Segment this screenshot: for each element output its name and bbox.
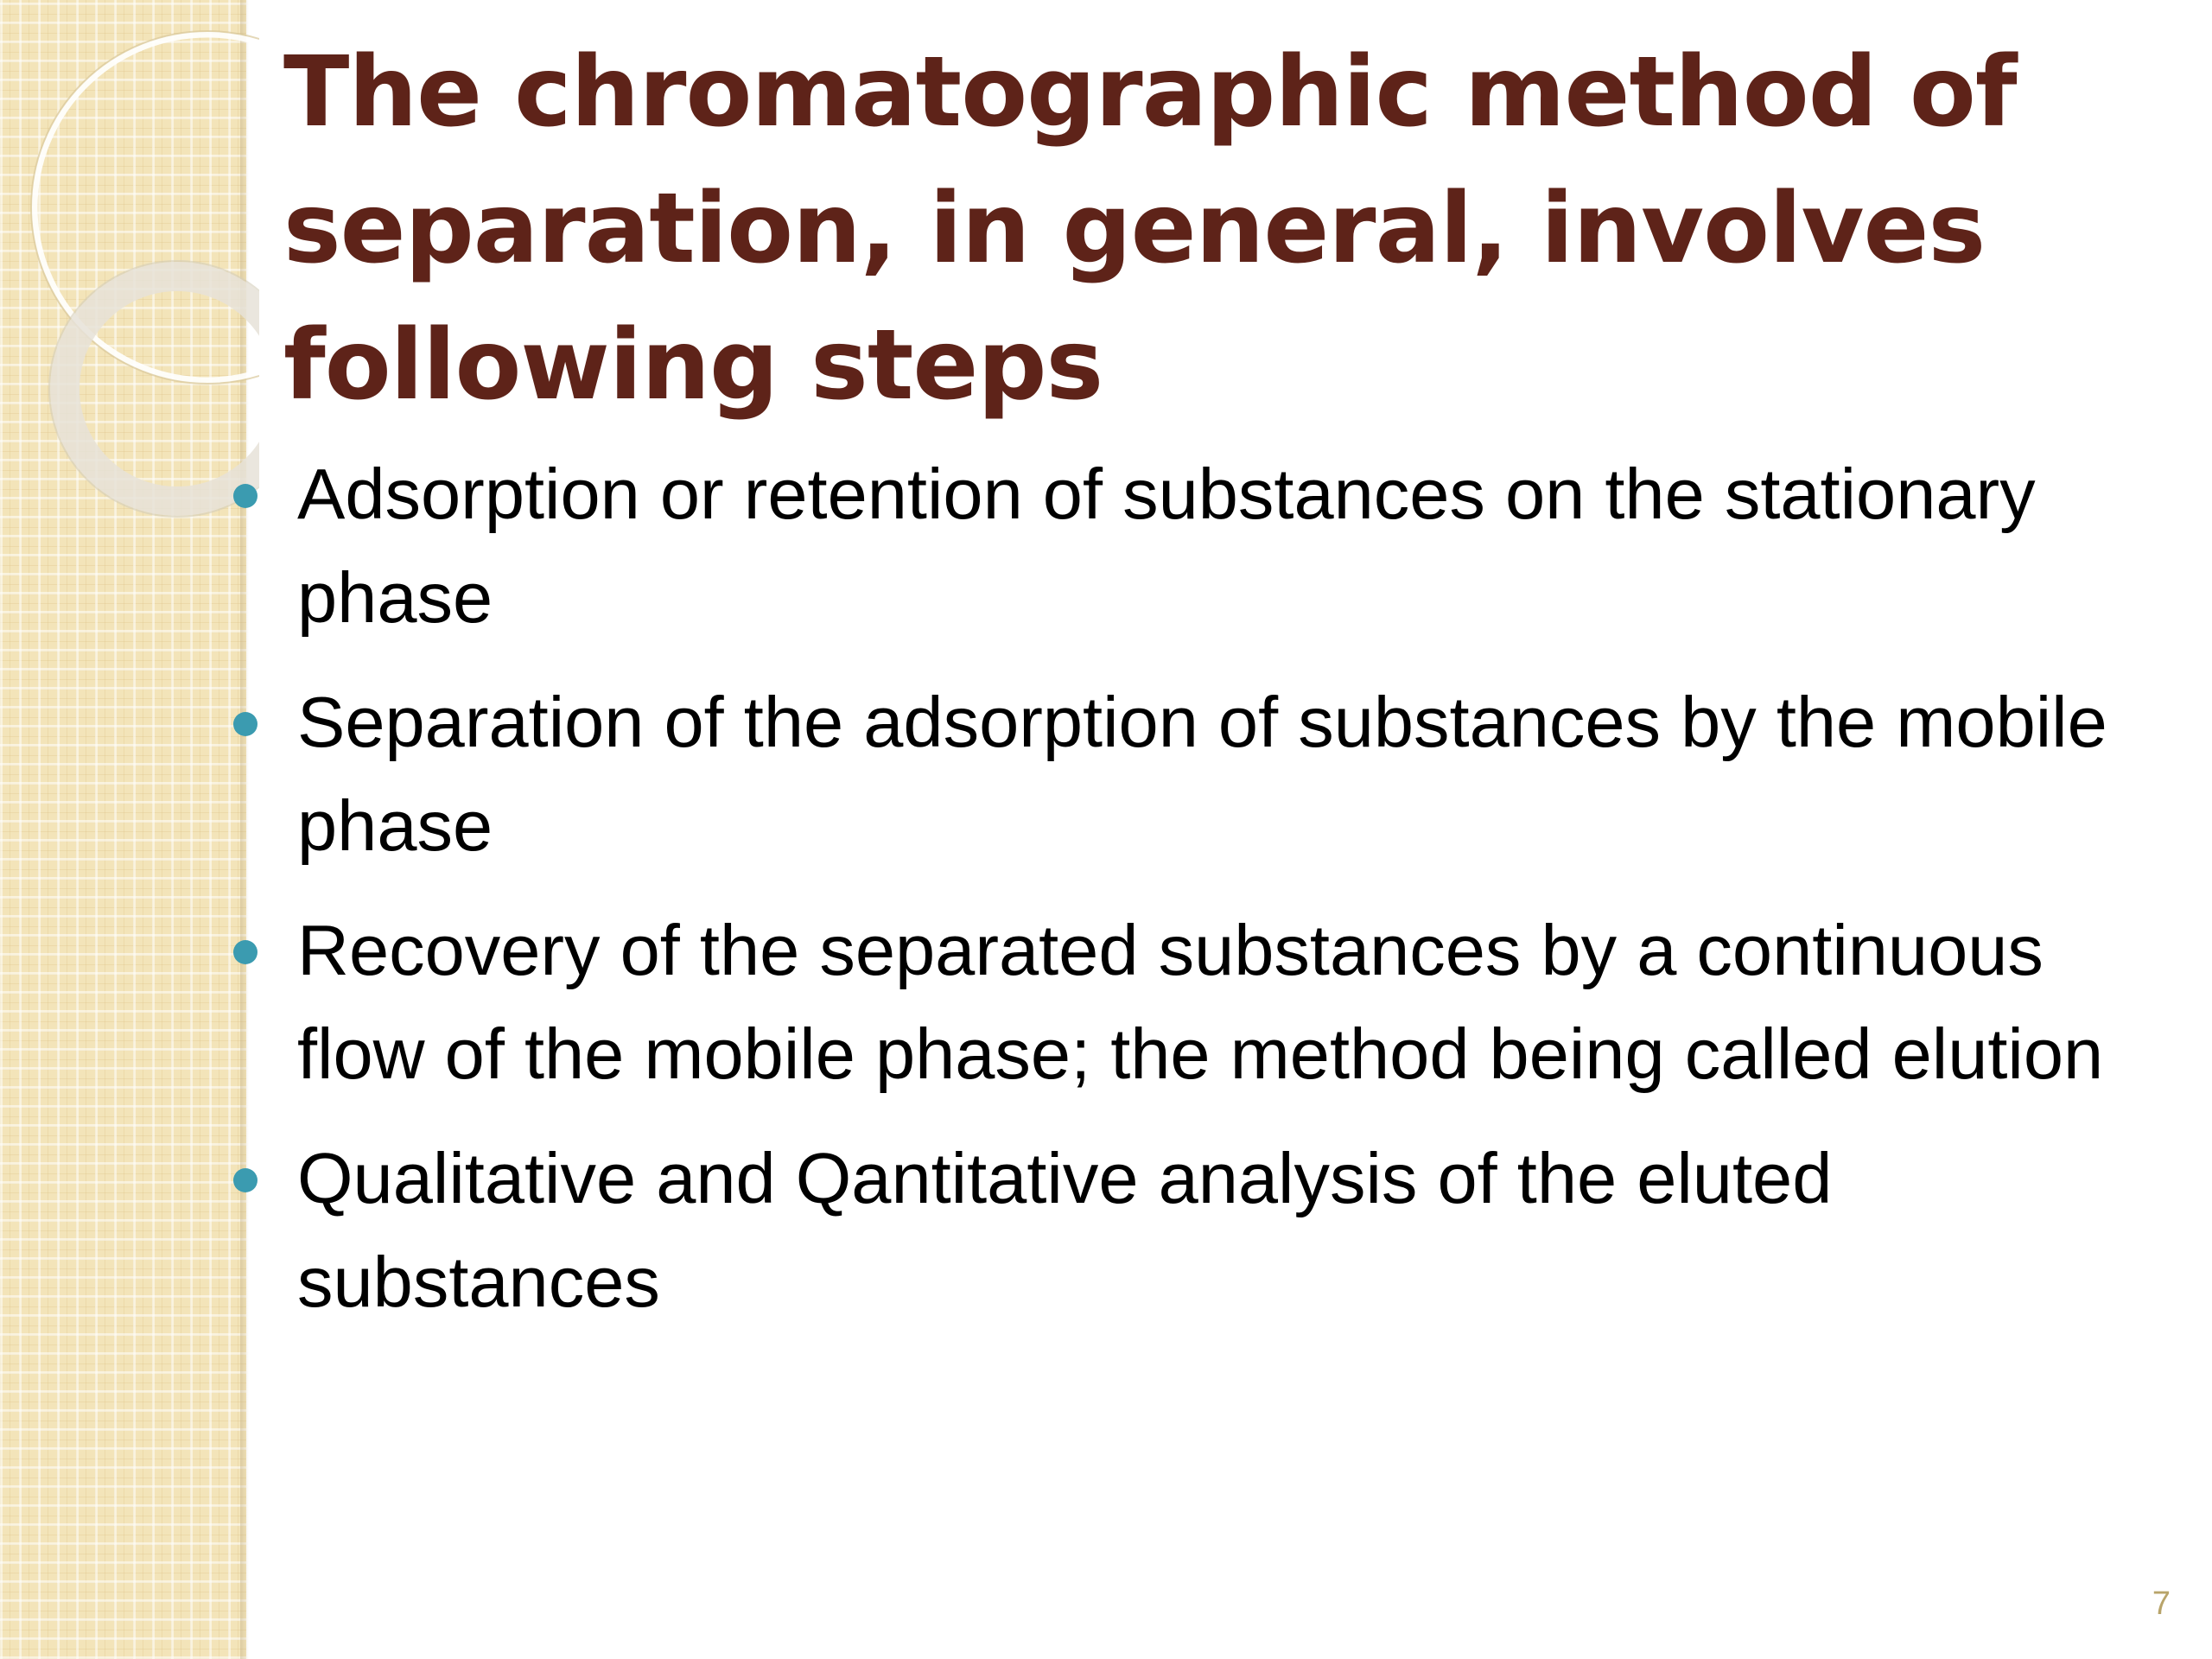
bullet-item <box>226 1127 2162 1334</box>
bullet-dot-icon <box>233 940 257 964</box>
page-number: 7 <box>2152 1586 2171 1622</box>
bullet-text: Adsorption or retention of substances on the stationary phase <box>297 454 2036 638</box>
bullet-text: Separation of the adsorption of substances by the mobile phase <box>297 682 2107 866</box>
bullet-dot-icon <box>233 1168 257 1192</box>
bullet-item <box>226 671 2162 878</box>
bullet-item <box>226 442 2162 650</box>
bullet-list <box>226 442 2162 1355</box>
bullet-text: Qualitative and Qantitative analysis of the eluted substances <box>297 1138 1833 1322</box>
decorative-rings <box>0 0 259 553</box>
slide-title: The chromatographic method of separation, in general, involves following steps <box>283 36 2017 422</box>
bullet-dot-icon <box>233 484 257 508</box>
bullet-item <box>226 899 2162 1106</box>
bullet-dot-icon <box>233 712 257 736</box>
bullet-text: Recovery of the separated substances by a continuous flow of the mobile phase; the method being called elution <box>297 910 2104 1094</box>
